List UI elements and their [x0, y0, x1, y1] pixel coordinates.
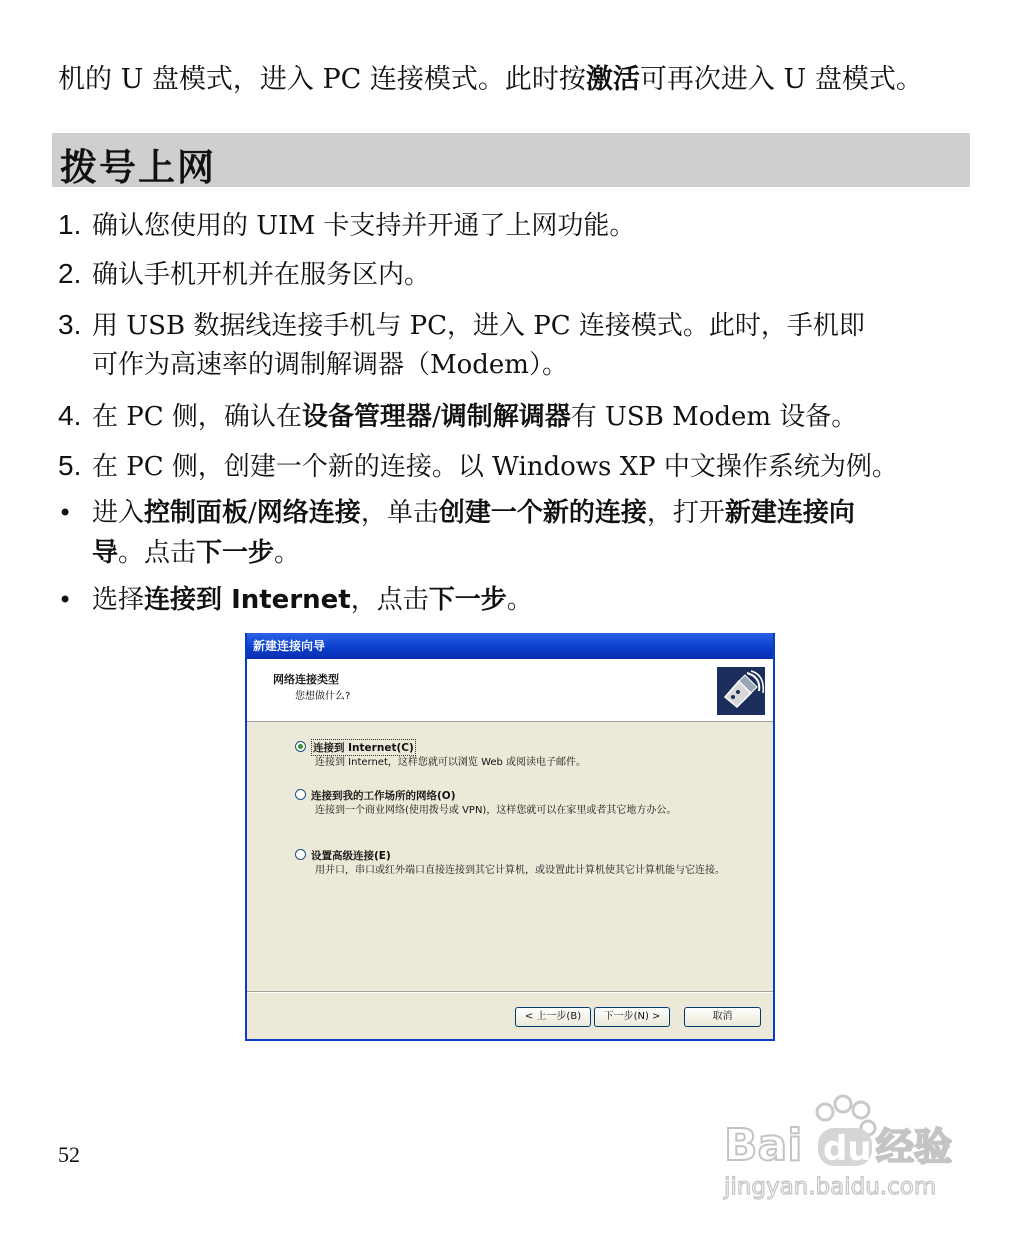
bullet-text: 。点击 [118, 538, 197, 568]
option-description: 用并口，串口或红外端口直接连接到其它计算机，或设置此计算机使其它计算机能与它连接。 [315, 865, 725, 876]
next-button[interactable]: 下一步(N) > [594, 1007, 670, 1027]
control-panel-term: 控制面板 [144, 498, 249, 528]
step-5 [58, 446, 898, 487]
step-text-line1: 用 USB 数据线连接手机与 PC，进入 PC 连接模式。此时，手机即 [92, 311, 865, 341]
option-label[interactable]: 设置高级连接(E) [311, 850, 391, 862]
step-3-continuation [92, 345, 568, 385]
dialog-header-title: 网络连接类型 [273, 673, 339, 686]
radio-connect-internet[interactable] [295, 741, 306, 752]
step-2 [58, 254, 430, 295]
connect-internet-term: 连接到 Internet [144, 585, 351, 615]
intro-paragraph [58, 58, 923, 102]
option-description: 连接到 Internet，这样您就可以浏览 Web 或阅读电子邮件。 [315, 757, 587, 768]
slash: / [248, 498, 257, 528]
intro-text-after: 可再次进入 U 盘模式。 [639, 64, 923, 95]
step-text: 确认您使用的 UIM 卡支持并开通了上网功能。 [92, 211, 636, 241]
modem-term: 调制解调器 [440, 402, 571, 432]
step-number: 4. [58, 400, 82, 431]
option-label[interactable]: 连接到 Internet(C) [311, 739, 416, 756]
radio-workplace-network[interactable] [295, 789, 306, 800]
option-description: 连接到一个商业网络(使用拨号或 VPN)，这样您就可以在家里或者其它地方办公。 [315, 805, 677, 816]
svg-text:du: du [823, 1129, 872, 1169]
bullet-dot: • [58, 586, 73, 614]
page-number: 52 [58, 1142, 80, 1167]
bullet-dot: • [58, 499, 73, 527]
step-number: 1. [58, 209, 82, 240]
device-manager-term: 设备管理器 [301, 402, 432, 432]
step-number: 2. [58, 258, 82, 289]
dialog-separator [247, 991, 773, 993]
new-connection-wizard-term: 新建连接向 [724, 498, 855, 528]
bullet-text: ，点击 [350, 585, 429, 615]
step-text: 在 PC 侧，创建一个新的连接。以 Windows XP 中文操作系统为例。 [92, 452, 898, 482]
dialog-titlebar[interactable]: 新建连接向导 [247, 633, 773, 659]
intro-bold-activate: 激活 [585, 64, 640, 95]
step-1 [58, 205, 635, 246]
option-label[interactable]: 连接到我的工作场所的网络(O) [311, 790, 456, 802]
cancel-button[interactable]: 取消 [684, 1007, 761, 1027]
back-button[interactable]: < 上一步(B) [515, 1007, 591, 1027]
svg-text:jingyan.baidu.com: jingyan.baidu.com [724, 1174, 937, 1200]
step-text: 确认手机开机并在服务区内。 [92, 260, 431, 290]
svg-text:Bai: Bai [724, 1120, 803, 1171]
next-step-term: 下一步 [428, 585, 507, 615]
step-text: 在 PC 侧，确认在 [92, 402, 302, 432]
step-text: 有 USB Modem 设备。 [570, 402, 858, 432]
section-header [52, 133, 970, 187]
step-4 [58, 396, 857, 437]
step-number: 5. [58, 450, 82, 481]
wizard-term-end: 导 [92, 538, 119, 568]
step-3 [58, 305, 865, 346]
bullet-1-continuation [92, 533, 300, 573]
bullet-text: 。 [506, 585, 533, 615]
bullet-text: 进入 [92, 498, 145, 528]
bullet-1 [58, 493, 855, 533]
step-number: 3. [58, 309, 82, 340]
bullet-text: ，单击 [360, 498, 439, 528]
section-title: 拨号上网 [60, 146, 216, 189]
network-connection-icon [717, 667, 765, 715]
step-text-line2: 可作为高速率的调制解调器（Modem）。 [92, 350, 568, 380]
dialog-header-subtitle: 您想做什么? [295, 691, 351, 702]
bullet-text: ，打开 [646, 498, 725, 528]
bullet-text: 。 [274, 538, 301, 568]
radio-advanced-connection[interactable] [295, 849, 306, 860]
create-connection-term: 创建一个新的连接 [438, 498, 647, 528]
bullet-text: 选择 [92, 585, 145, 615]
slash: / [431, 402, 441, 432]
svg-text:经验: 经验 [876, 1125, 953, 1169]
network-connections-term: 网络连接 [256, 498, 361, 528]
next-step-term: 下一步 [196, 538, 275, 568]
new-connection-wizard-dialog [245, 633, 775, 1041]
bullet-2 [58, 580, 533, 620]
dialog-header [247, 659, 773, 722]
intro-text-before: 机的 U 盘模式，进入 PC 连接模式。此时按 [58, 64, 586, 95]
baidu-watermark-logo [722, 1090, 967, 1205]
